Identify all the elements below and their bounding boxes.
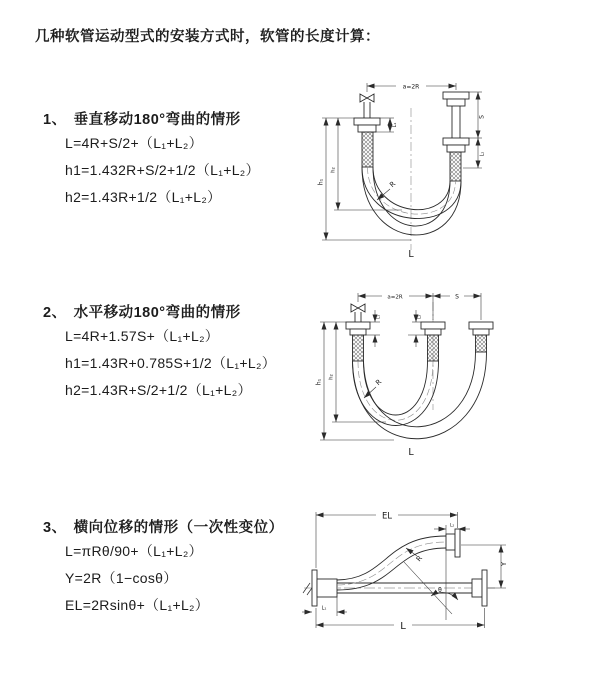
section-2-formula-3: h2=1.43R+S/2+1/2（L₁+L₂） [65,382,252,398]
section-1-formula-3: h2=1.43R+1/2（L₁+L₂） [65,189,222,205]
dim-label-extended-length: EL [381,511,393,522]
hose-and-pipes [354,92,469,235]
dim-label-radius: R [388,179,398,190]
dimension-lines [320,293,481,440]
valve-icon [360,94,374,118]
section-3-heading [43,516,284,538]
section-1-number: 1、 [43,112,67,128]
dim-label-length: L [408,447,414,458]
diagram-lateral-shift [300,502,598,664]
diagram-vertical-bend [310,70,595,262]
dim-label-offset: Y [500,561,508,567]
dim-label-fitting-left: L₁ [321,605,327,612]
section-1-heading-text: 垂直移动180°弯曲的情形 [73,112,241,128]
section-1-heading [43,108,260,130]
right-flange [469,322,493,352]
dim-label-h2: h₂ [328,374,335,380]
dim-label-fitting-left: L₁ [376,314,382,320]
section-2-heading-text: 水平移动180°弯曲的情形 [73,305,241,321]
section-3 [43,516,284,619]
dim-label-width: a=2R [387,294,403,301]
section-1 [43,108,260,211]
dim-label-angle: θ [438,587,442,594]
dim-label-h1: h₁ [317,178,325,186]
section-2-heading [43,301,276,323]
dim-label-fitting-right: L₂ [417,314,423,320]
hose-and-pipes [346,304,493,439]
dimension-lines [302,512,506,628]
dim-label-length: L [400,621,406,632]
dim-label-fitting-right: L₂ [479,151,486,157]
page-title: 几种软管运动型式的安装方式时，软管的长度计算： [35,29,380,45]
section-3-formula-2: Y=2R（1−cosθ） [65,570,178,586]
right-pipe [443,92,469,181]
dim-label-fitting-left: L₁ [392,122,398,128]
valve-icon [351,304,365,322]
dim-label-h2: h₂ [330,167,337,173]
dim-label-fitting-right: L₂ [449,523,455,529]
section-1-formula-1: L=4R+S/2+（L₁+L₂） [65,135,203,151]
dim-label-width: a=2R [402,83,420,91]
section-2-formula-1: L=4R+1.57S+（L₁+L₂） [65,328,220,344]
dim-label-stroke: S [455,293,459,301]
section-1-formula-2: h1=1.432R+S/2+1/2（L₁+L₂） [65,162,260,178]
section-3-heading-text: 横向位移的情形（一次性变位） [73,520,284,536]
diagram-horizontal-bend [308,282,595,462]
section-3-formula-3: EL=2Rsinθ+（L₁+L₂） [65,597,210,613]
middle-flange [421,322,445,361]
dim-label-h1: h₁ [315,378,323,386]
section-2 [43,301,276,404]
left-flange [354,118,380,167]
left-flange [312,570,337,606]
dim-label-stroke: S [478,115,486,119]
section-3-number: 3、 [43,520,67,536]
section-2-number: 2、 [43,305,67,321]
right-flange-upper [446,529,460,557]
hose-and-pipes [303,529,487,606]
section-3-formula-1: L=πRθ/90+（L₁+L₂） [65,543,203,559]
dim-label-length: L [408,249,414,260]
left-flange [346,322,370,361]
displaced-hose [337,536,446,590]
section-2-formula-2: h1=1.43R+0.785S+1/2（L₁+L₂） [65,355,276,371]
hose-curves [362,167,461,235]
hose-curves [353,352,487,439]
right-flange-lower [472,570,487,606]
dim-label-radius: R [414,554,425,564]
dim-label-radius: R [374,377,384,388]
